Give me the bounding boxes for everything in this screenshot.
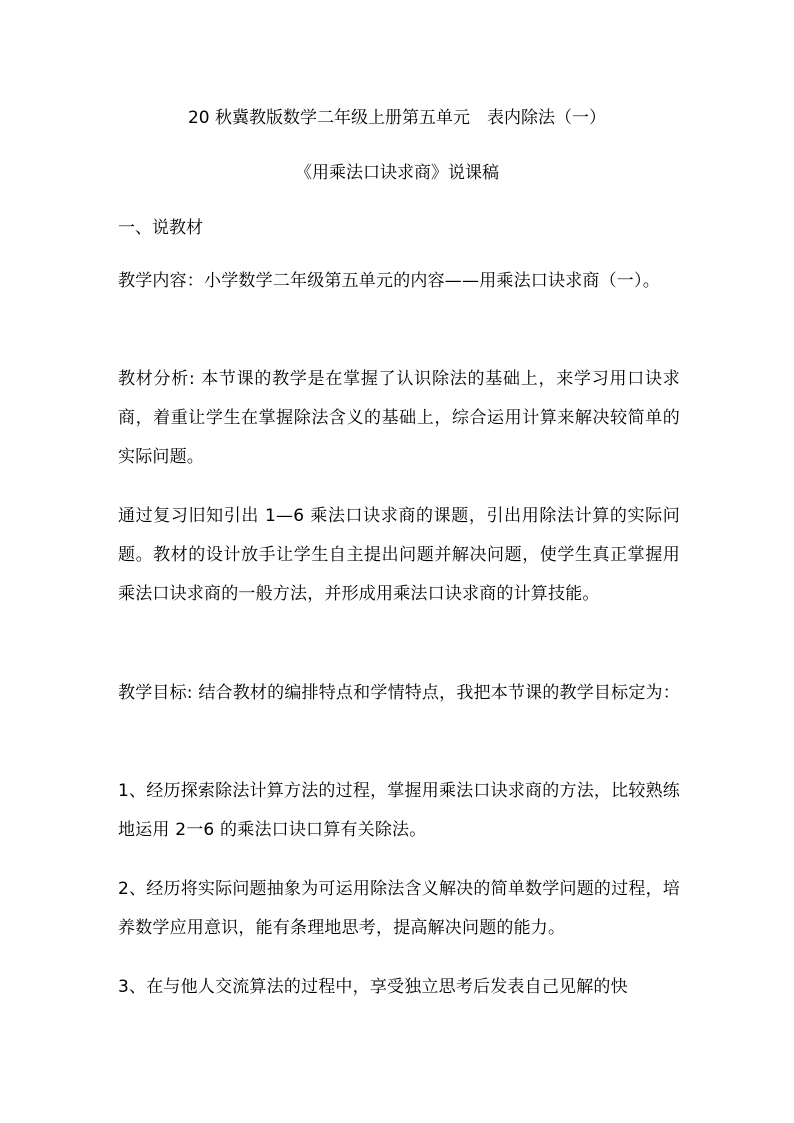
paragraph-goal-2: 2、经历将实际问题抽象为可运用除法含义解决的简单数学问题的过程，培养数学应用意识，能有条理地思考，提高解决问题的能力。 xyxy=(118,879,680,938)
paragraph-material-analysis: 教材分析: 本节课的教学是在掌握了认识除法的基础上，来学习用口诀求商，着重让学生在掌握除法含义的基础上，综合运用计算来解决较简单的实际问题。 xyxy=(118,369,680,467)
document-title: 20 秋冀教版数学二年级上册第五单元 表内除法（一） xyxy=(187,108,607,128)
document-subtitle: 《用乘法口诀求商》说课稿 xyxy=(295,163,499,183)
paragraph-goal-1: 1、经历探索除法计算方法的过程，掌握用乘法口诀求商的方法，比较熟练地运用 2一6 的乘法口诀口算有关除法。 xyxy=(118,781,680,840)
paragraph-review-intro: 通过复习旧知引出 1—6 乘法口诀求商的课题，引出用除法计算的实际问题。教材的设计放手让学生自主提出问题并解决问题，使学生真正掌握用乘法口诀求商的一般方法，并形成用乘法口诀求商的计算技能。 xyxy=(118,506,680,604)
paragraph-goal-3: 3、在与他人交流算法的过程中，享受独立思考后发表自己见解的快 xyxy=(118,977,628,997)
section-heading: 一、说教材 xyxy=(118,218,203,238)
paragraph-teaching-content: 教学内容：小学数学二年级第五单元的内容——用乘法口诀求商（一）。 xyxy=(118,271,660,291)
paragraph-teaching-goals: 教学目标: 结合教材的编排特点和学情特点，我把本节课的教学目标定为： xyxy=(118,683,680,703)
